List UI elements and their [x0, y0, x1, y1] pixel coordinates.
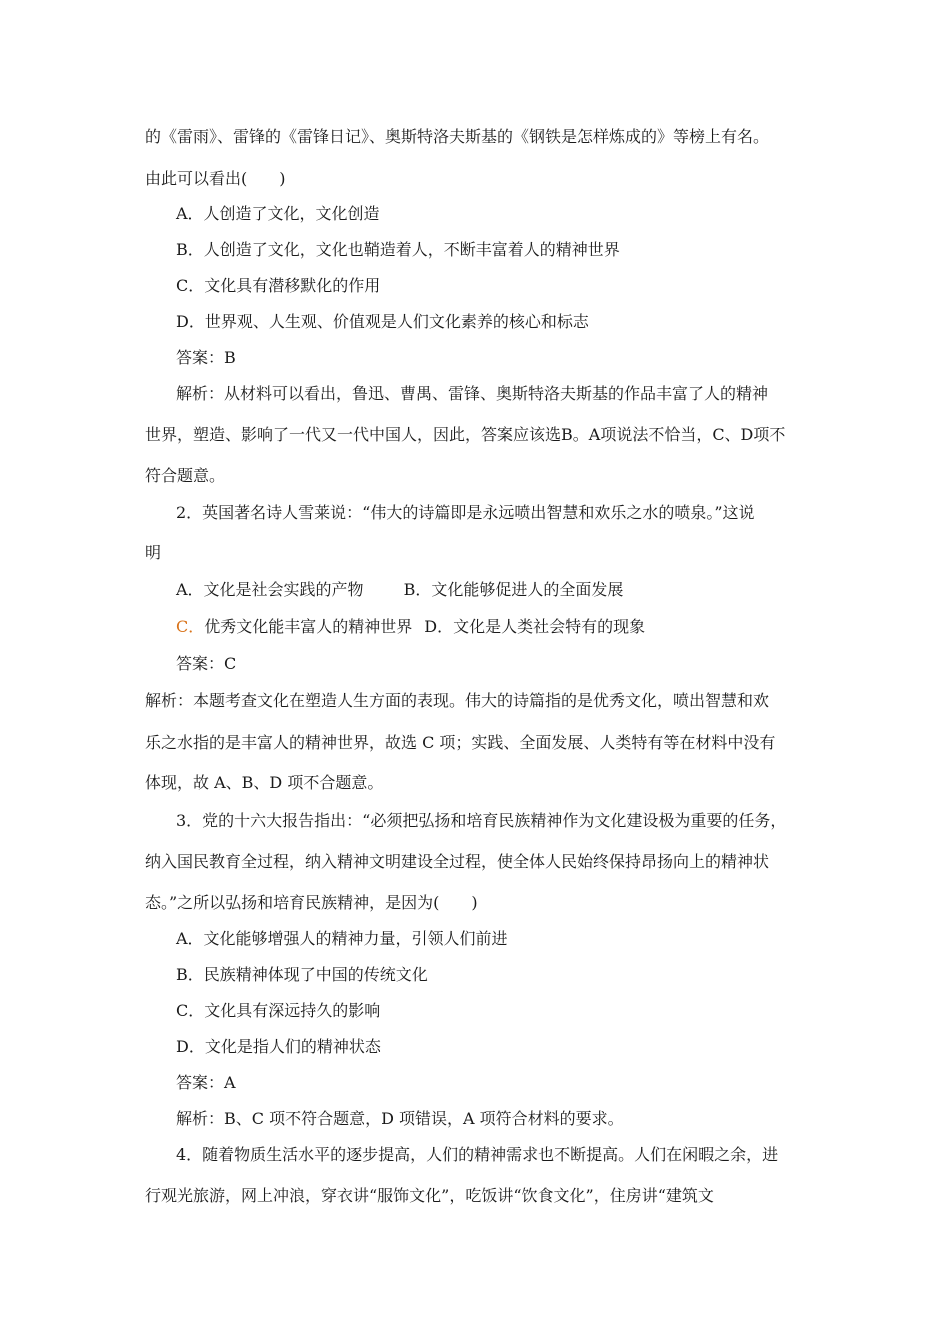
q2-options-row-2: [176, 617, 645, 637]
q4-stem-line-2: 行观光旅游，网上冲浪，穿衣讲“服饰文化”，吃饭讲“饮食文化”，住房讲“建筑文: [145, 1186, 714, 1205]
q1-stem-line-1: 的《雷雨》、雷锋的《雷锋日记》、奥斯特洛夫斯基的《钢铁是怎样炼成的》等榜上有名。: [145, 127, 770, 146]
q2-analysis-line-1: 解析：本题考查文化在塑造人生方面的表现。伟大的诗篇指的是优秀文化，喷出智慧和欢: [145, 691, 770, 710]
q2-option-a: A．文化是社会实践的产物: [176, 580, 364, 599]
q1-analysis-line-2: 世界，塑造、影响了一代又一代中国人，因此，答案应该选B。A项说法不恰当，C、D项不: [145, 425, 786, 444]
q1-option-b: B．人创造了文化，文化也鞘造着人，不断丰富着人的精神世界: [176, 240, 620, 259]
q4-stem-line-1: 4．随着物质生活水平的逐步提高，人们的精神需求也不断提高。人们在闲暇之余，进: [176, 1145, 779, 1164]
q3-option-a: A．文化能够增强人的精神力量，引领人们前进: [176, 929, 508, 948]
q2-option-c-letter: C．: [176, 617, 205, 636]
q3-option-b: B．民族精神体现了中国的传统文化: [176, 965, 428, 984]
q1-option-c: C．文化具有潜移默化的作用: [176, 276, 381, 295]
q3-stem-line-1: 3．党的十六大报告指出：“必须把弘扬和培育民族精神作为文化建设极为重要的任务，: [176, 811, 787, 830]
q1-analysis-line-3: 符合题意。: [145, 466, 226, 485]
q2-option-b: B．文化能够促进人的全面发展: [403, 580, 624, 599]
q3-stem-line-2: 纳入国民教育全过程，纳入精神文明建设全过程，使全体人民始终保持昂扬向上的精神状: [145, 852, 770, 871]
q3-analysis-line-1: 解析：B、C 项不符合题意，D 项错误，A 项符合材料的要求。: [176, 1109, 624, 1128]
q2-analysis-line-2: 乐之水指的是丰富人的精神世界，故选 C 项；实践、全面发展、人类特有等在材料中没有: [145, 733, 776, 752]
q1-stem-line-2: 由此可以看出( ): [145, 169, 286, 188]
q3-option-c: C．文化具有深远持久的影响: [176, 1001, 381, 1020]
q3-stem-line-3: 态。”之所以弘扬和培育民族精神，是因为( ): [145, 893, 478, 912]
q2-option-d: D．文化是人类社会特有的现象: [424, 617, 646, 636]
q1-analysis-line-1: 解析：从材料可以看出，鲁迅、曹禺、雷锋、奥斯特洛夫斯基的作品丰富了人的精神: [176, 384, 769, 403]
q2-stem-line-2: 明: [145, 543, 162, 562]
q2-analysis-line-3: 体现，故 A、B、D 项不合题意。: [145, 773, 384, 792]
q1-option-a: A．人创造了文化，文化创造: [176, 204, 380, 223]
q2-option-c-text: 优秀文化能丰富人的精神世界: [204, 617, 413, 636]
q1-answer: 答案：B: [176, 348, 236, 367]
q3-answer: 答案：A: [176, 1073, 236, 1092]
q2-stem-line-1: 2．英国著名诗人雪莱说：“伟大的诗篇即是永远喷出智慧和欢乐之水的喷泉。”这说: [176, 503, 755, 522]
q2-options-row-1: [176, 580, 623, 600]
q3-option-d: D．文化是指人们的精神状态: [176, 1037, 381, 1056]
q2-answer: 答案：C: [176, 654, 237, 673]
q1-option-d: D．世界观、人生观、价值观是人们文化素养的核心和标志: [176, 312, 589, 331]
